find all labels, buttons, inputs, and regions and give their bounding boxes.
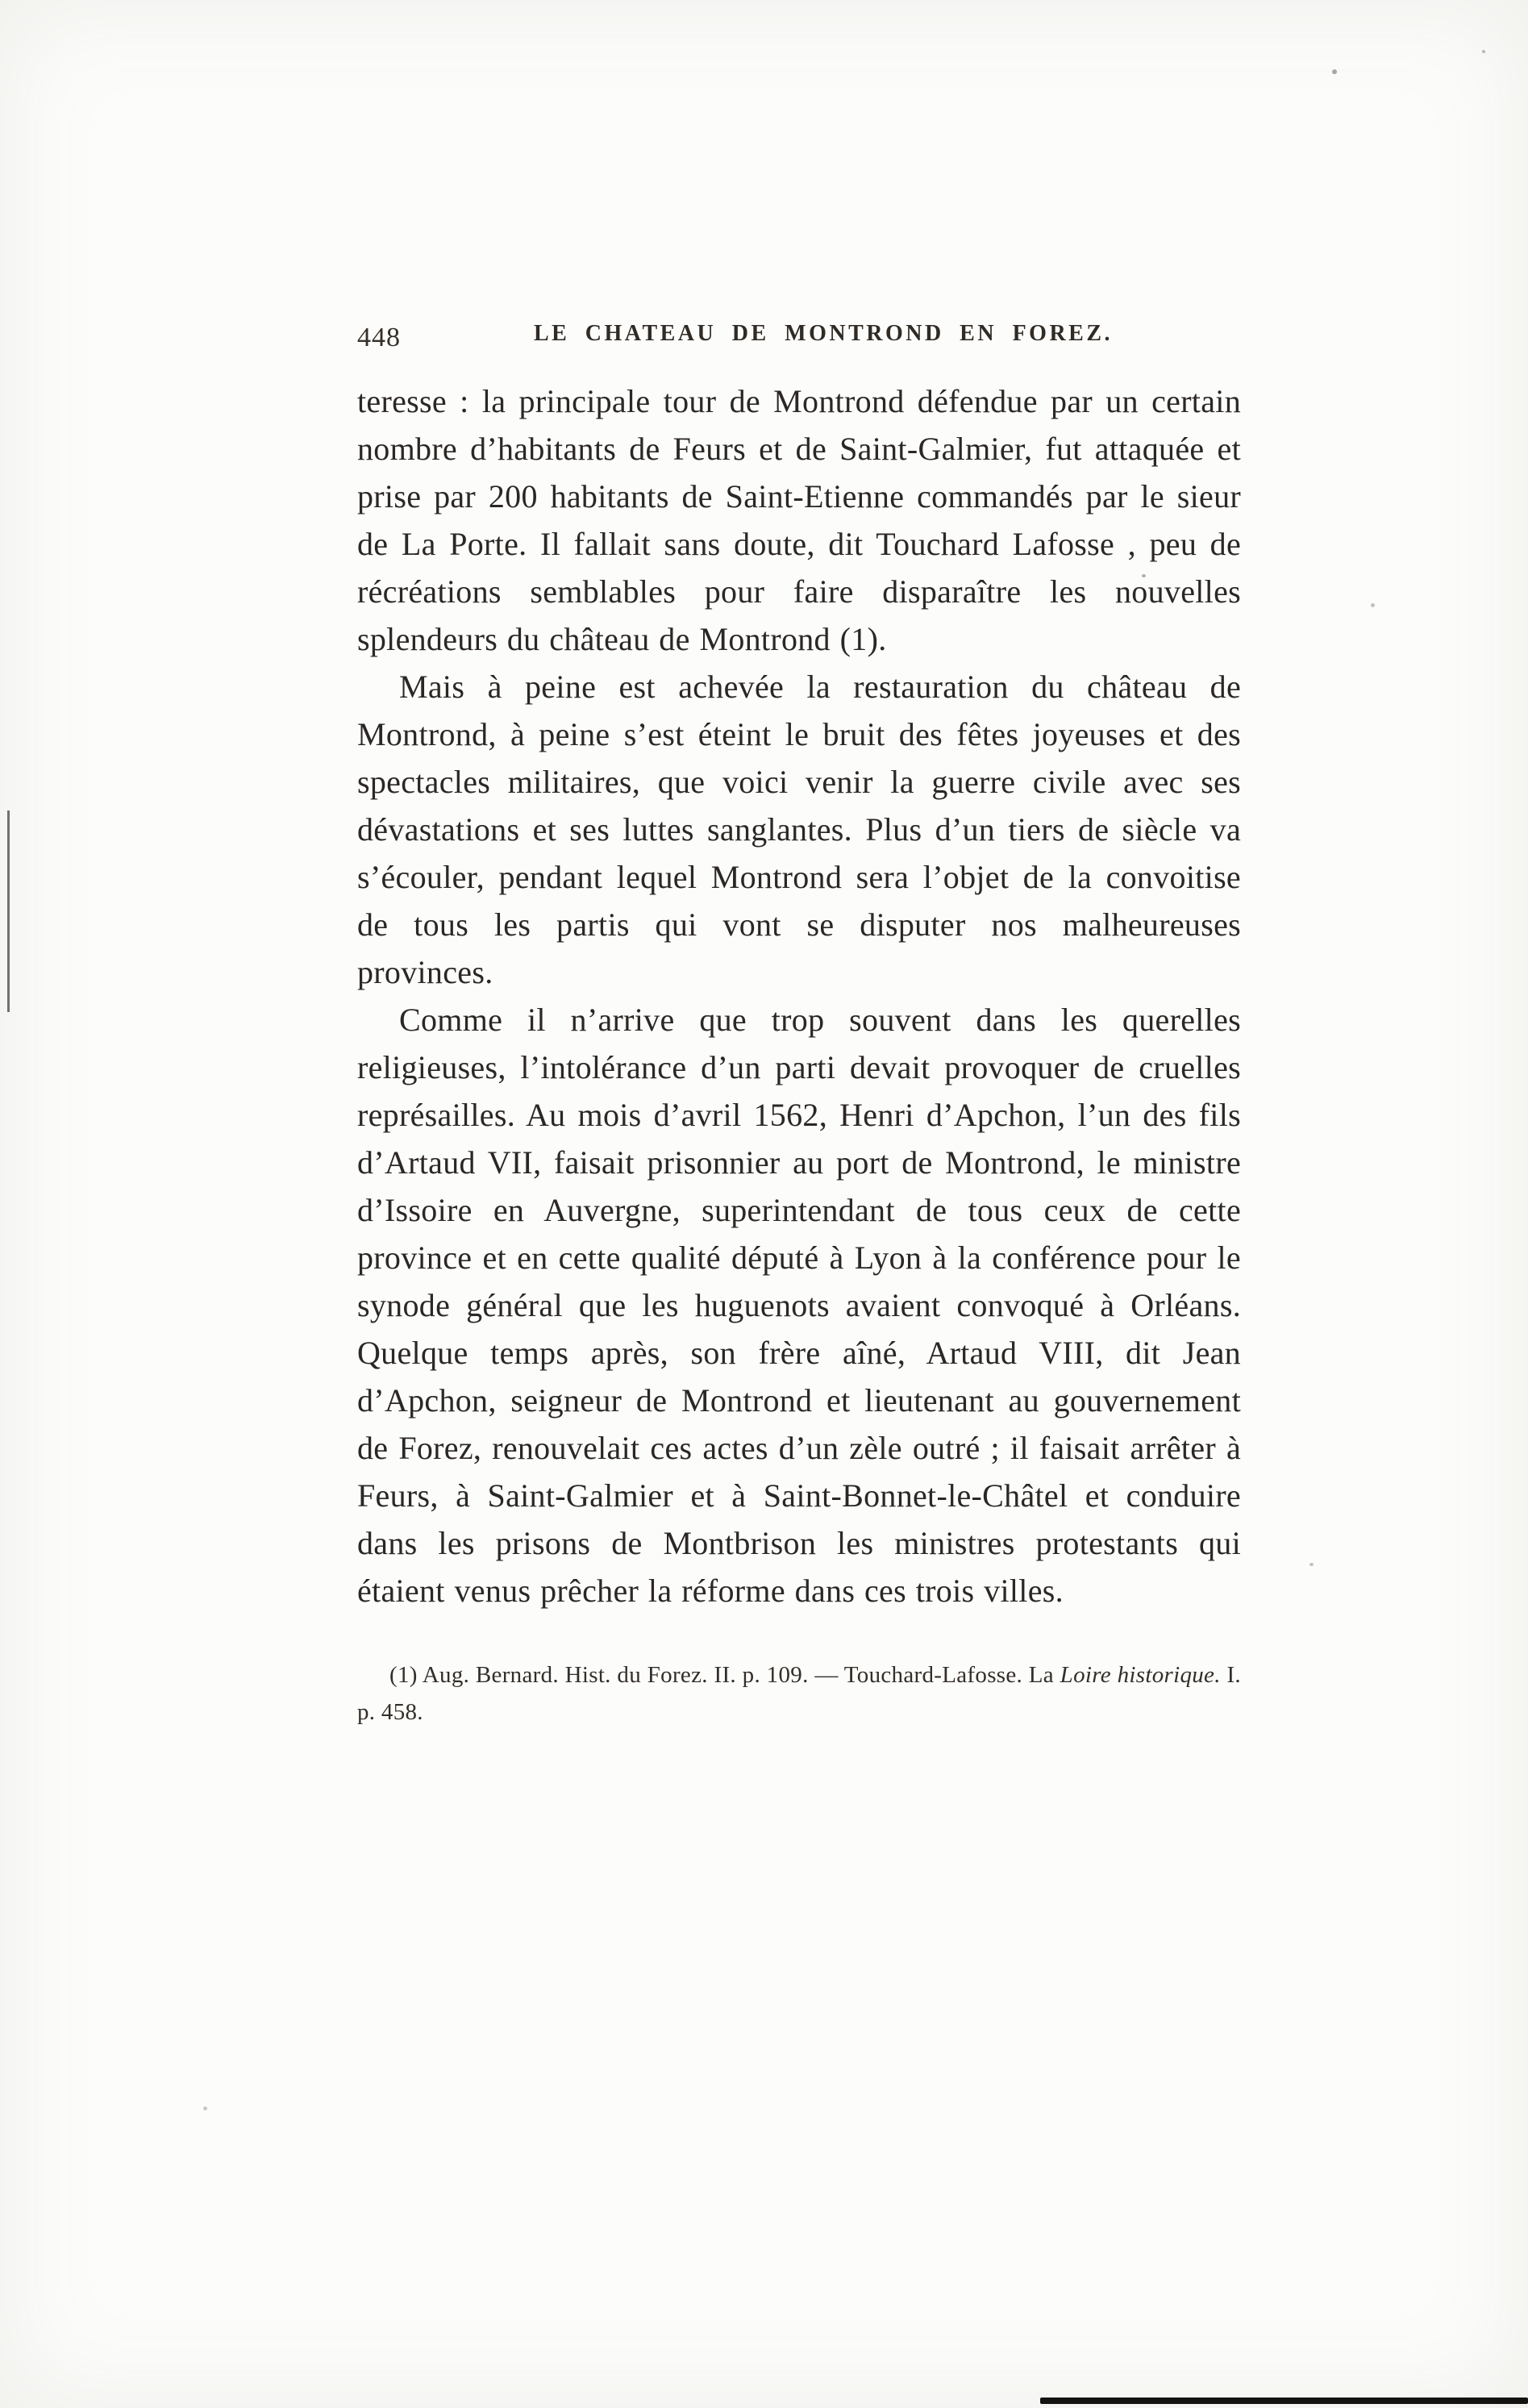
scan-speckle — [1332, 69, 1337, 74]
scan-artifact-left-line — [7, 810, 10, 1012]
page-header — [357, 321, 1241, 358]
footnote-lead: (1) Aug. Bernard. Hist. du Forez. II. p. 109. — Touchard-Lafosse. La — [389, 1662, 1060, 1688]
scan-speckle — [1482, 50, 1485, 53]
paragraph-1: teresse : la principale tour de Montrond défendue par un certain nombre d’habitants de Feurs et de Saint-Galmier, fut attaquée et prise par 200 habitants de Saint-Etienne commandés par le sieur de La Porte. Il fallait sans doute, dit Touchard Lafosse , peu de récréations semblables pour faire disparaître les nouvelles splendeurs du château de Montrond (1). — [357, 383, 1241, 657]
paragraph-2: Mais à peine est achevée la restauration du château de Montrond, à peine s’est éteint le bruit des fêtes joyeuses et des spectacles militaires, que voici venir la guerre civile avec ses dévastations et ses luttes sanglantes. Plus d’un tiers de siècle va s’écouler, pendant lequel Montrond sera l’objet de la convoitise de tous les partis qui vont se disputer nos malheureuses provinces. — [357, 669, 1241, 990]
scan-artifact-bottom-line — [1040, 2398, 1528, 2404]
page-number: 448 — [357, 323, 401, 352]
paragraph-3: Comme il n’arrive que trop souvent dans les querelles religieuses, l’intolérance d’un parti devait provoquer de cruelles représailles. Au mois d’avril 1562, Henri d’Apchon, l’un des fils d’Artaud VII, faisait prisonnier au port de Montrond, le ministre d’Issoire en Auvergne, superintendant de tous ceux de cette province et en cette qualité député à Lyon à la conférence pour le synode général que les huguenots avaient convoqué à Orléans. Quelque temps après, son frère aîné, Artaud VIII, dit Jean d’Apchon, seigneur de Montrond et lieutenant au gouvernement de Forez, renouvelait ces actes d’un zèle outré ; il faisait arrêter à Feurs, à Saint-Galmier et à Saint-Bonnet-le-Châtel et conduire dans les prisons de Montbrison les ministres protestants qui étaient venus prêcher la réforme dans ces trois villes. — [357, 1002, 1241, 1609]
scan-speckle — [203, 2106, 207, 2110]
footnote-tail: I. p. 458. — [357, 1662, 1241, 1725]
running-title: LE CHATEAU DE MONTROND EN FOREZ. — [533, 321, 1114, 346]
text-block — [357, 377, 1241, 1731]
footnote — [357, 1656, 1241, 1731]
footnote-italic-title: Loire historique. — [1060, 1662, 1221, 1688]
scan-speckle — [1371, 603, 1375, 607]
scan-speckle — [1309, 1563, 1314, 1566]
